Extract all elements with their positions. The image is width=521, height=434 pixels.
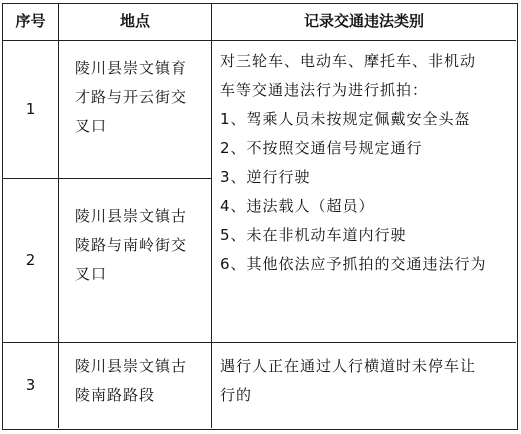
row-2-location-line-3: 叉口 bbox=[75, 265, 108, 283]
row-1-location-line-1: 陵川县崇文镇育 bbox=[75, 59, 188, 77]
row-3-location-line-1: 陵川县崇文镇古 bbox=[75, 357, 188, 375]
row-3-index: 3 bbox=[25, 376, 36, 394]
category-line-6: 4、违法载人（超员） bbox=[220, 197, 375, 215]
row-2-location-line-1: 陵川县崇文镇古 bbox=[75, 207, 188, 225]
row-3-location-line-2: 陵南路路段 bbox=[75, 386, 156, 404]
row-3-location bbox=[59, 352, 211, 424]
row-3-category-line-2: 行的 bbox=[220, 386, 253, 404]
category-line-1: 对三轮车、电动车、摩托车、非机动 bbox=[220, 52, 477, 70]
category-line-2: 车等交通违法行为进行抓拍： bbox=[220, 81, 429, 99]
header-index: 序号 bbox=[15, 12, 46, 30]
violation-table bbox=[2, 3, 518, 430]
row-divider-2 bbox=[3, 342, 516, 343]
category-line-3: 1、驾乘人员未按规定佩戴安全头盔 bbox=[220, 110, 471, 128]
row-2-index: 2 bbox=[25, 251, 36, 269]
row-3-category-line-1: 遇行人正在通过人行横道时未停车让 bbox=[220, 357, 477, 375]
category-line-4: 2、不按照交通信号规定通行 bbox=[220, 139, 423, 157]
category-line-8: 6、其他依法应予抓拍的交通违法行为 bbox=[220, 255, 487, 273]
row-2-location bbox=[59, 202, 211, 322]
shared-category-cell bbox=[212, 47, 516, 339]
row-1-location bbox=[59, 54, 211, 174]
row-1-location-line-3: 叉口 bbox=[75, 117, 108, 135]
row-3-category bbox=[212, 352, 516, 424]
row-1-index: 1 bbox=[25, 100, 36, 118]
header-location: 地点 bbox=[119, 12, 150, 30]
row-1-location-line-2: 才路与开云街交 bbox=[75, 88, 188, 106]
category-line-7: 5、未在非机动车道内行驶 bbox=[220, 226, 407, 244]
header-divider bbox=[3, 40, 516, 41]
row-2-location-line-2: 陵路与南岭街交 bbox=[75, 236, 188, 254]
category-line-5: 3、逆行行驶 bbox=[220, 168, 311, 186]
header-category: 记录交通违法类别 bbox=[303, 12, 424, 30]
